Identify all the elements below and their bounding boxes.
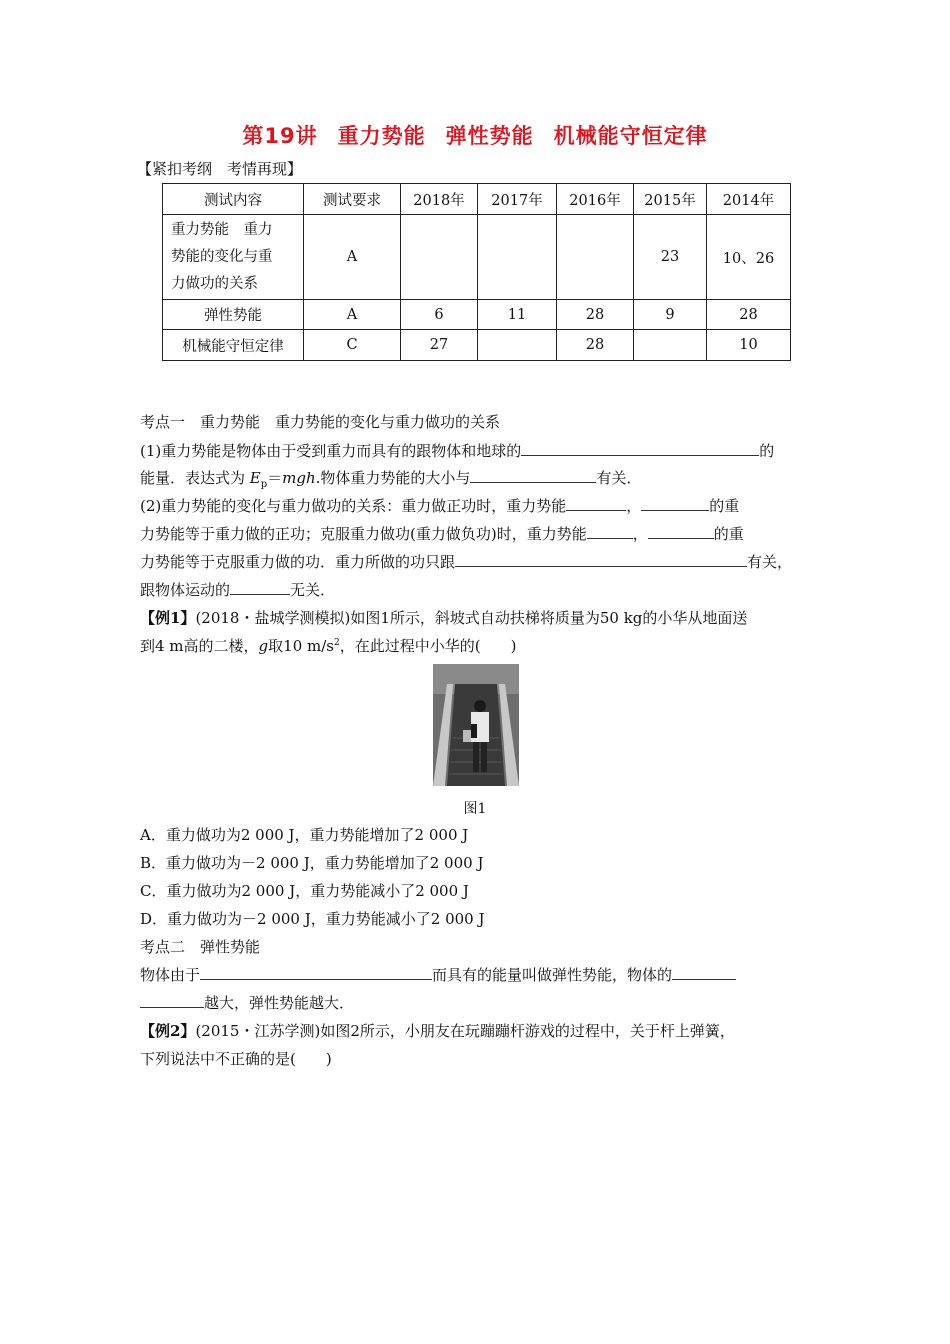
section-header: 【紧扣考纲 考情再现】 [137,160,303,178]
exam-table [162,183,791,361]
text: 到4 m高的二楼， [140,637,259,655]
cell-line: 重力势能 重力 [171,221,273,238]
table-cell: 10 [707,330,791,361]
title-part: 重力势能 [337,124,426,148]
kp1-line [140,467,812,490]
kp2-line [140,992,812,1013]
table-cell [557,215,634,300]
table-cell-content: 机械能守恒定律 [163,330,304,361]
table-cell [478,330,557,361]
table-row [163,300,791,330]
option-c[interactable]: C．重力做功为2 000 J，重力势能减小了2 000 J [140,882,469,900]
page-title [0,120,950,150]
text: ，在此过程中小华的( ) [339,637,517,655]
table-cell: 6 [401,300,478,330]
table-cell: 9 [634,300,707,330]
text: 的重 [709,497,740,515]
table-header: 测试要求 [304,184,401,215]
text: ， [626,497,642,515]
text: (2)重力势能的变化与重力做功的关系：重力做正功时，重力势能 [140,497,567,515]
table-cell: 28 [557,300,634,330]
answer-blank[interactable] [587,524,633,539]
ex1-line [140,607,812,628]
table-cell [634,330,707,361]
kp1-line [140,523,812,544]
table-header: 2017年 [478,184,557,215]
table-cell [401,215,478,300]
answer-blank[interactable] [566,496,626,511]
cell-line: 势能的变化与重 [171,248,273,265]
kp2-heading: 考点二 弹性势能 [140,938,261,956]
text: 取10 m/s [268,637,334,655]
table-cell: 23 [634,215,707,300]
escalator-illustration [433,664,519,786]
answer-blank[interactable] [470,468,596,483]
text: 有关， [747,553,793,571]
title-part: 机械能守恒定律 [553,124,708,148]
kp1-heading: 考点一 重力势能 重力势能的变化与重力做功的关系 [140,413,501,431]
text: (2015・江苏学测)如图2所示，小朋友在玩蹦蹦杆游戏的过程中，关于杆上弹簧， [195,1022,735,1040]
title-part: 弹性势能 [445,124,534,148]
option-d[interactable]: D．重力做功为－2 000 J，重力势能减小了2 000 J [140,910,485,928]
text: 无关． [290,581,336,599]
ex2-line [140,1020,812,1041]
text: 越大，弹性势能越大． [204,994,355,1012]
text: 的重 [713,525,744,543]
ex1-line [140,635,812,656]
table-header: 测试内容 [163,184,304,215]
text: (2018・盐城学测模拟)如图1所示，斜坡式自动扶梯将质量为50 kg的小华从地面送 [195,609,748,627]
escalator-photo [433,664,519,786]
table-header: 2016年 [557,184,634,215]
table-row [163,215,791,300]
formula-var: mgh [282,469,316,487]
table-cell: C [304,330,401,361]
table-cell-content [163,215,304,300]
kp1-line [140,440,812,461]
table-header: 2015年 [634,184,707,215]
table-cell: 10、26 [707,215,791,300]
kp2-line [140,964,812,985]
answer-blank[interactable] [455,552,747,567]
table-cell: A [304,300,401,330]
table-cell: 11 [478,300,557,330]
formula-var: g [258,637,269,655]
answer-blank[interactable] [672,965,736,980]
answer-blank[interactable] [200,965,432,980]
table-row [163,330,791,361]
kp1-line [140,495,812,516]
superscript: 2 [334,638,340,648]
formula-sub: p [260,479,268,490]
table-cell: A [304,215,401,300]
figure-caption: 图1 [463,801,487,817]
text: ＝ [267,469,283,487]
text: .物体重力势能的大小与 [315,469,471,487]
kp1-line [140,579,812,600]
answer-blank[interactable] [648,524,714,539]
text: 跟物体运动的 [140,581,231,599]
answer-blank[interactable] [521,441,759,456]
example-tag: 【例2】 [140,1022,196,1040]
table-cell: 28 [707,300,791,330]
cell-line: 力做功的关系 [171,275,258,292]
table-cell [478,215,557,300]
answer-blank[interactable] [140,993,204,1008]
option-b[interactable]: B．重力做功为－2 000 J，重力势能增加了2 000 J [140,854,484,872]
text: (1)重力势能是物体由于受到重力而具有的跟物体和地球的 [140,442,522,460]
text: 的 [759,442,775,460]
text: 而具有的能量叫做弹性势能，物体的 [432,966,673,984]
table-cell: 28 [557,330,634,361]
text: 能量．表达式为 [140,469,250,487]
text: 物体由于 [140,966,201,984]
table-cell-content: 弹性势能 [163,300,304,330]
formula-var: E [249,469,261,487]
example-tag: 【例1】 [140,609,196,627]
text: 有关． [596,469,642,487]
table-header-row [163,184,791,215]
table-header: 2014年 [707,184,791,215]
text: 力势能等于重力做的正功；克服重力做功(重力做负功)时，重力势能 [140,525,587,543]
answer-blank[interactable] [230,580,290,595]
table-header: 2018年 [401,184,478,215]
ex2-line: 下列说法中不正确的是( ) [140,1050,332,1068]
lecture-number: 第19讲 [242,124,318,148]
table-cell: 27 [401,330,478,361]
text: ， [632,525,648,543]
text: 力势能等于克服重力做的功．重力所做的功只跟 [140,553,456,571]
kp1-line [140,551,812,572]
option-a[interactable]: A．重力做功为2 000 J，重力势能增加了2 000 J [140,826,469,844]
answer-blank[interactable] [641,496,709,511]
